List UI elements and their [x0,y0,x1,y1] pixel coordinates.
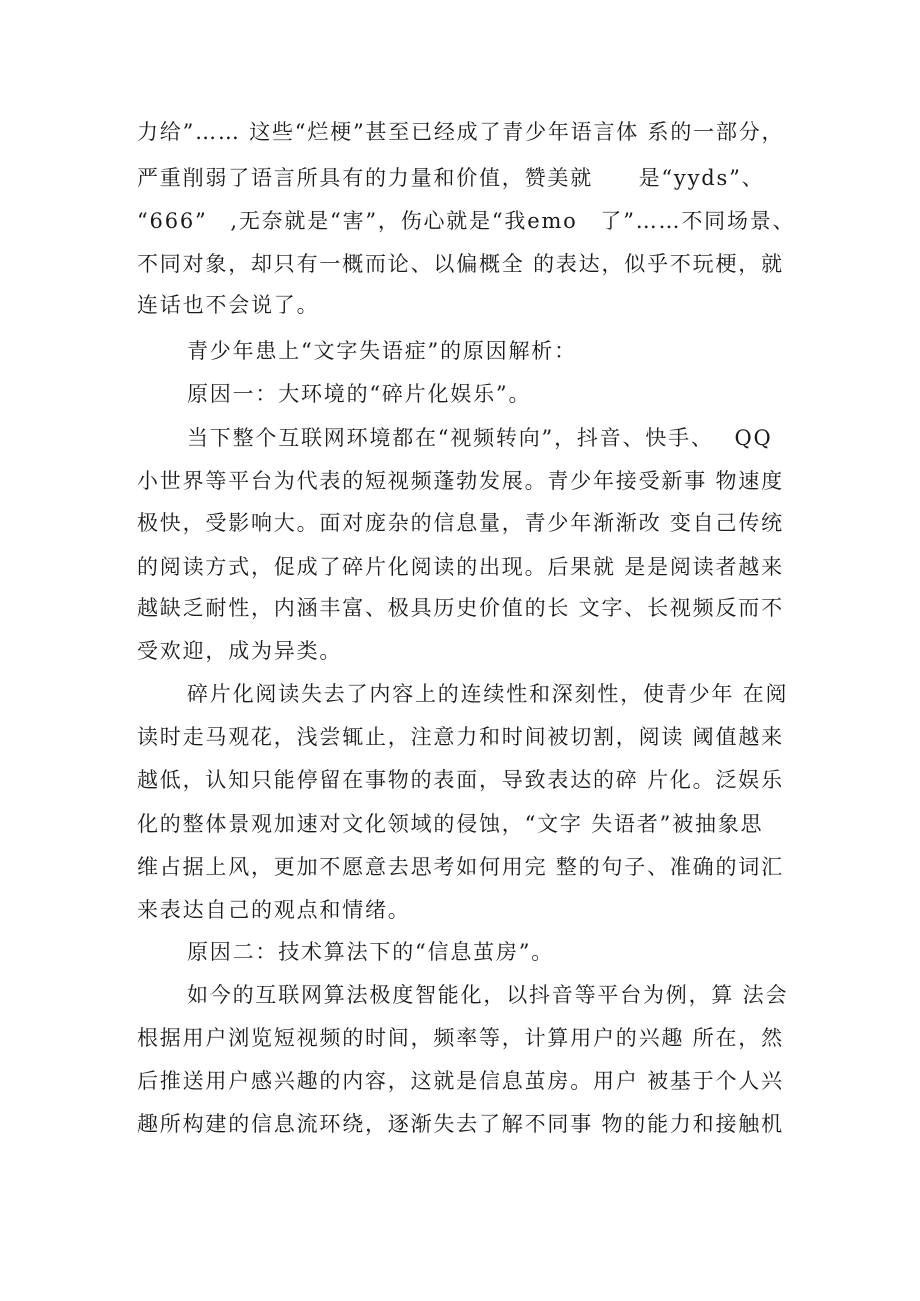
text-line: 极快，受影响大。面对庞杂的信息量，青少年渐渐改 变自己传统 [137,511,784,535]
subheading: 原因二：技术算法下的“信息茧房”。 [187,940,555,964]
text-line: 不同对象，却只有一概而论、以偏概全 的表达，似乎不玩梗，就 [137,252,784,276]
text-line: “666” ,无奈就是“害”，伤心就是“我emo 了”……不同场景、 [137,209,796,233]
text-line: 越低，认知只能停留在事物的表面，导致表达的碎 片化。泛娱乐 [137,768,784,792]
text-line: 来表达自己的观点和情绪。 [137,898,411,922]
section-heading: 青少年患上“文字失语症”的原因解析： [187,339,577,363]
text-line: 维占据上风，更加不愿意去思考如何用完 整的句子、准确的词汇 [137,855,784,879]
subheading: 原因一：大环境的“碎片化娱乐”。 [187,382,532,406]
text-line: 当下整个互联网环境都在“视频转向”，抖音、快手、 QQ [187,426,773,450]
text-line: 力给”…… 这些“烂梗”甚至已经成了青少年语言体 系的一部分， [137,120,785,144]
text-line: 连话也不会说了。 [137,293,320,317]
text-line: 趣所构建的信息流环绕，逐渐失去了解不同事 物的能力和接触机 [137,1112,784,1136]
text-line: 读时走马观花，浅尝辄止，注意力和时间被切割，阅读 阈值越来 [137,725,784,749]
text-line: 小世界等平台为代表的短视频蓬勃发展。青少年接受新事 物速度 [137,469,784,493]
text-line: 碎片化阅读失去了内容上的连续性和深刻性，使青少年 在阅 [187,682,789,706]
text-line: 后推送用户感兴趣的内容，这就是信息茧房。用户 被基于个人兴 [137,1069,784,1093]
text-line: 根据用户浏览短视频的时间，频率等，计算用户的兴趣 所在，然 [137,1026,784,1050]
text-line: 的阅读方式，促成了碎片化阅读的出现。后果就 是是阅读者越来 [137,555,784,579]
text-line: 受欢迎，成为异类。 [137,639,343,663]
text-line: 严重削弱了语言所具有的力量和价值，赞美就 是“yyds”、 [137,166,765,190]
text-line: 如今的互联网算法极度智能化，以抖音等平台为例，算 法会 [187,983,789,1007]
text-line: 越缺乏耐性，内涵丰富、极具历史价值的长 文字、长视频反而不 [137,596,784,620]
text-line: 化的整体景观加速对文化领域的侵蚀，“文字 失语者”被抽象思 [137,812,764,836]
